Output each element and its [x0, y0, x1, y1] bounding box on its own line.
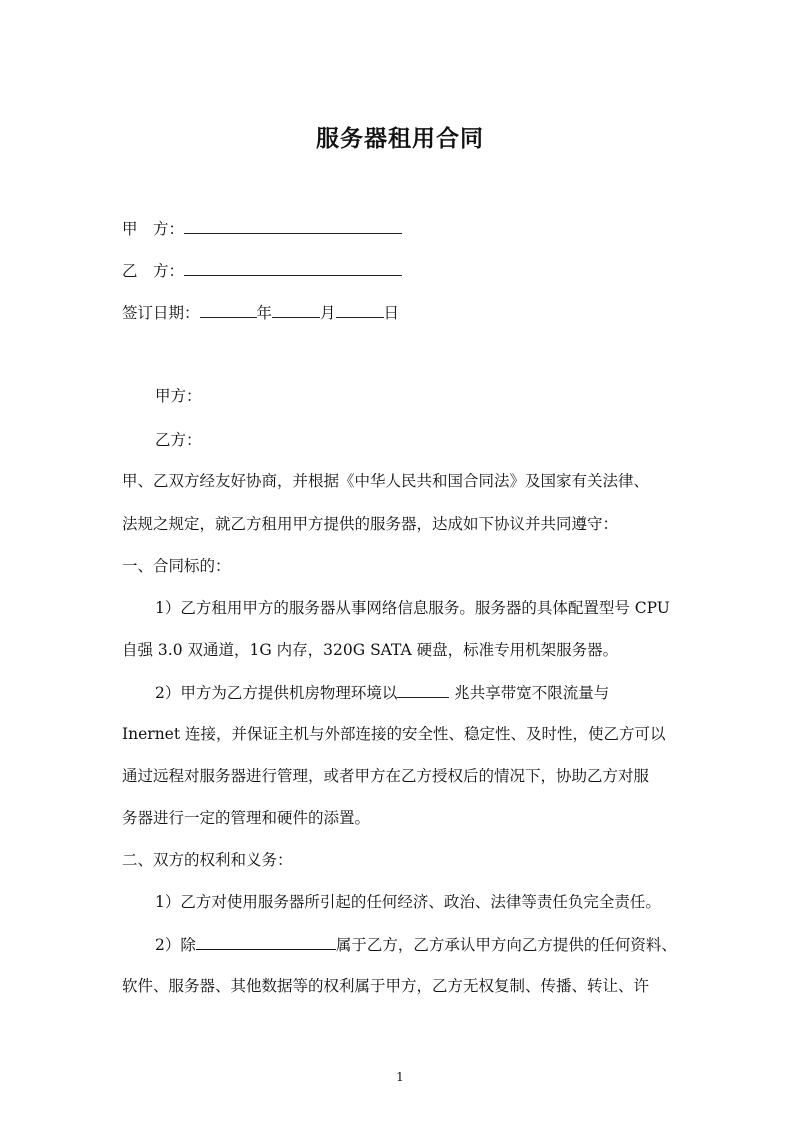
party-b-heading: 乙方： — [155, 431, 202, 449]
s2-item2-text-pre: 2）除 — [155, 936, 196, 954]
intro-paragraph-line-2: 法规之规定，就乙方租用甲方提供的服务器，达成如下协议并共同遵守： — [122, 515, 619, 533]
ownership-blank — [196, 934, 336, 950]
party-b-label: 乙 方： — [122, 262, 185, 280]
month-blank — [272, 302, 320, 318]
s1-item2-line-1 — [155, 682, 609, 703]
document-title: 服务器租用合同 — [316, 125, 484, 152]
s1-item2-line-4: 务器进行一定的管理和硬件的添置。 — [122, 809, 371, 827]
s1-item2-text-pre: 2）甲方为乙方提供机房物理环境以 — [155, 684, 398, 702]
year-blank — [200, 302, 257, 318]
s1-item1-line-1: 1）乙方租用甲方的服务器从事网络信息服务。服务器的具体配置型号 CPU — [155, 599, 670, 617]
party-b-blank — [184, 260, 402, 276]
party-a-heading: 甲方： — [155, 387, 202, 405]
s1-item2-line-3: 通过远程对服务器进行管理，或者甲方在乙方授权后的情况下，协助乙方对服 — [122, 767, 650, 785]
s2-item2-line-1 — [155, 934, 677, 955]
sign-date-line — [122, 302, 399, 323]
day-label: 日 — [383, 304, 400, 322]
party-a-label: 甲 方： — [122, 220, 185, 238]
s1-item2-text-post: 兆共享带宽不限流量与 — [449, 684, 610, 702]
section-2-heading: 二、双方的权利和义务： — [122, 851, 293, 869]
s1-item1-line-2: 自强 3.0 双通道，1G 内存，320G SATA 硬盘，标准专用机架服务器。 — [122, 641, 619, 659]
year-label: 年 — [256, 304, 273, 322]
sign-date-label: 签订日期： — [122, 304, 200, 322]
party-a-line — [122, 218, 402, 239]
s2-item1-line: 1）乙方对使用服务器所引起的任何经济、政治、法律等责任负完全责任。 — [155, 893, 661, 911]
section-1-heading: 一、合同标的： — [122, 557, 231, 575]
bandwidth-blank — [397, 682, 449, 698]
s2-item2-line-2: 软件、服务器、其他数据等的权利属于甲方，乙方无权复制、传播、转让、许 — [122, 977, 650, 995]
s2-item2-text-post: 属于乙方，乙方承认甲方向乙方提供的任何资料、 — [335, 936, 677, 954]
s1-item2-line-2: Inernet 连接，并保证主机与外部连接的安全性、稳定性、及时性，使乙方可以 — [122, 725, 666, 743]
party-a-blank — [184, 218, 402, 234]
party-b-line — [122, 260, 402, 281]
page-number: 1 — [396, 1070, 404, 1084]
day-blank — [336, 302, 384, 318]
month-label: 月 — [320, 304, 336, 322]
intro-paragraph-line-1: 甲、乙双方经友好协商，并根据《中华人民共和国合同法》及国家有关法律、 — [122, 472, 650, 490]
